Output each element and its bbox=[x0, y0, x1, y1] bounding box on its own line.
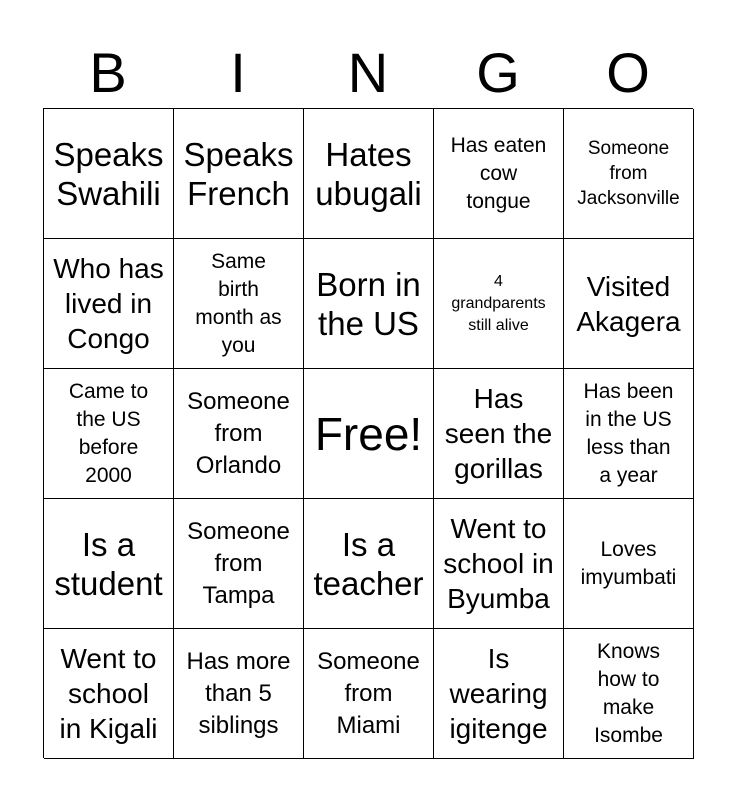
header-letter-b: B bbox=[89, 41, 127, 104]
bingo-cell-r5-c5[interactable] bbox=[564, 629, 694, 759]
bingo-cell-r3-c1[interactable] bbox=[44, 369, 174, 499]
bingo-cell-r4-c3[interactable] bbox=[304, 499, 434, 629]
bingo-cell-r3-c3[interactable] bbox=[304, 369, 434, 499]
cell-text: Someone from Tampa bbox=[187, 517, 290, 609]
header-letter-i: I bbox=[230, 41, 246, 104]
cell-text: Went to school in Byumba bbox=[443, 513, 554, 614]
bingo-cell-r2-c1[interactable] bbox=[44, 239, 174, 369]
bingo-cell-r1-c3[interactable] bbox=[304, 109, 434, 239]
cell-text: Is wearing igitenge bbox=[449, 643, 548, 744]
cell-text: Who has lived in Congo bbox=[53, 253, 164, 354]
bingo-cell-r3-c5[interactable] bbox=[564, 369, 694, 499]
bingo-cell-r4-c1[interactable] bbox=[44, 499, 174, 629]
cell-text: Has been in the US less than a year bbox=[583, 379, 674, 487]
cell-text: Knows how to make Isombe bbox=[594, 639, 663, 747]
bingo-cell-r4-c2[interactable] bbox=[174, 499, 304, 629]
free-space-label: Free! bbox=[314, 407, 423, 460]
bingo-cell-r4-c5[interactable] bbox=[564, 499, 694, 629]
bingo-cell-r2-c5[interactable] bbox=[564, 239, 694, 369]
bingo-header bbox=[43, 38, 693, 108]
bingo-cell-r1-c1[interactable] bbox=[44, 109, 174, 239]
bingo-board bbox=[43, 108, 693, 758]
cell-text: Came to the US before 2000 bbox=[68, 379, 149, 487]
bingo-cell-r2-c4[interactable] bbox=[434, 239, 564, 369]
cell-text: Has seen the gorillas bbox=[444, 383, 553, 484]
bingo-cell-r4-c4[interactable] bbox=[434, 499, 564, 629]
cell-text: Someone from Jacksonville bbox=[577, 138, 680, 209]
cell-text: 4 grandparents still alive bbox=[451, 272, 546, 334]
cell-text: Went to school in Kigali bbox=[59, 643, 158, 744]
bingo-cell-r5-c1[interactable] bbox=[44, 629, 174, 759]
cell-text: Same birth month as you bbox=[195, 249, 282, 357]
bingo-cell-r2-c2[interactable] bbox=[174, 239, 304, 369]
cell-text: Hates ubugali bbox=[315, 135, 422, 212]
cell-text: Has more than 5 siblings bbox=[186, 647, 291, 739]
cell-text: Someone from Miami bbox=[317, 647, 420, 739]
cell-text: Speaks Swahili bbox=[53, 135, 164, 212]
header-letter-o: O bbox=[606, 41, 650, 104]
cell-text: Speaks French bbox=[183, 135, 294, 212]
bingo-cell-r2-c3[interactable] bbox=[304, 239, 434, 369]
bingo-cell-r5-c2[interactable] bbox=[174, 629, 304, 759]
bingo-cell-r3-c2[interactable] bbox=[174, 369, 304, 499]
bingo-cell-r3-c4[interactable] bbox=[434, 369, 564, 499]
header-letter-g: G bbox=[476, 41, 520, 104]
bingo-cell-r5-c4[interactable] bbox=[434, 629, 564, 759]
cell-text: Is a student bbox=[54, 525, 163, 602]
cell-text: Visited Akagera bbox=[576, 270, 681, 337]
cell-text: Born in the US bbox=[316, 265, 421, 342]
bingo-cell-r5-c3[interactable] bbox=[304, 629, 434, 759]
bingo-cell-r1-c4[interactable] bbox=[434, 109, 564, 239]
cell-text: Is a teacher bbox=[313, 525, 424, 602]
bingo-cell-r1-c5[interactable] bbox=[564, 109, 694, 239]
cell-text: Loves imyumbati bbox=[580, 537, 677, 589]
cell-text: Has eaten cow tongue bbox=[450, 133, 547, 213]
cell-text: Someone from Orlando bbox=[187, 387, 290, 479]
header-letter-n: N bbox=[347, 41, 389, 104]
bingo-cell-r1-c2[interactable] bbox=[174, 109, 304, 239]
